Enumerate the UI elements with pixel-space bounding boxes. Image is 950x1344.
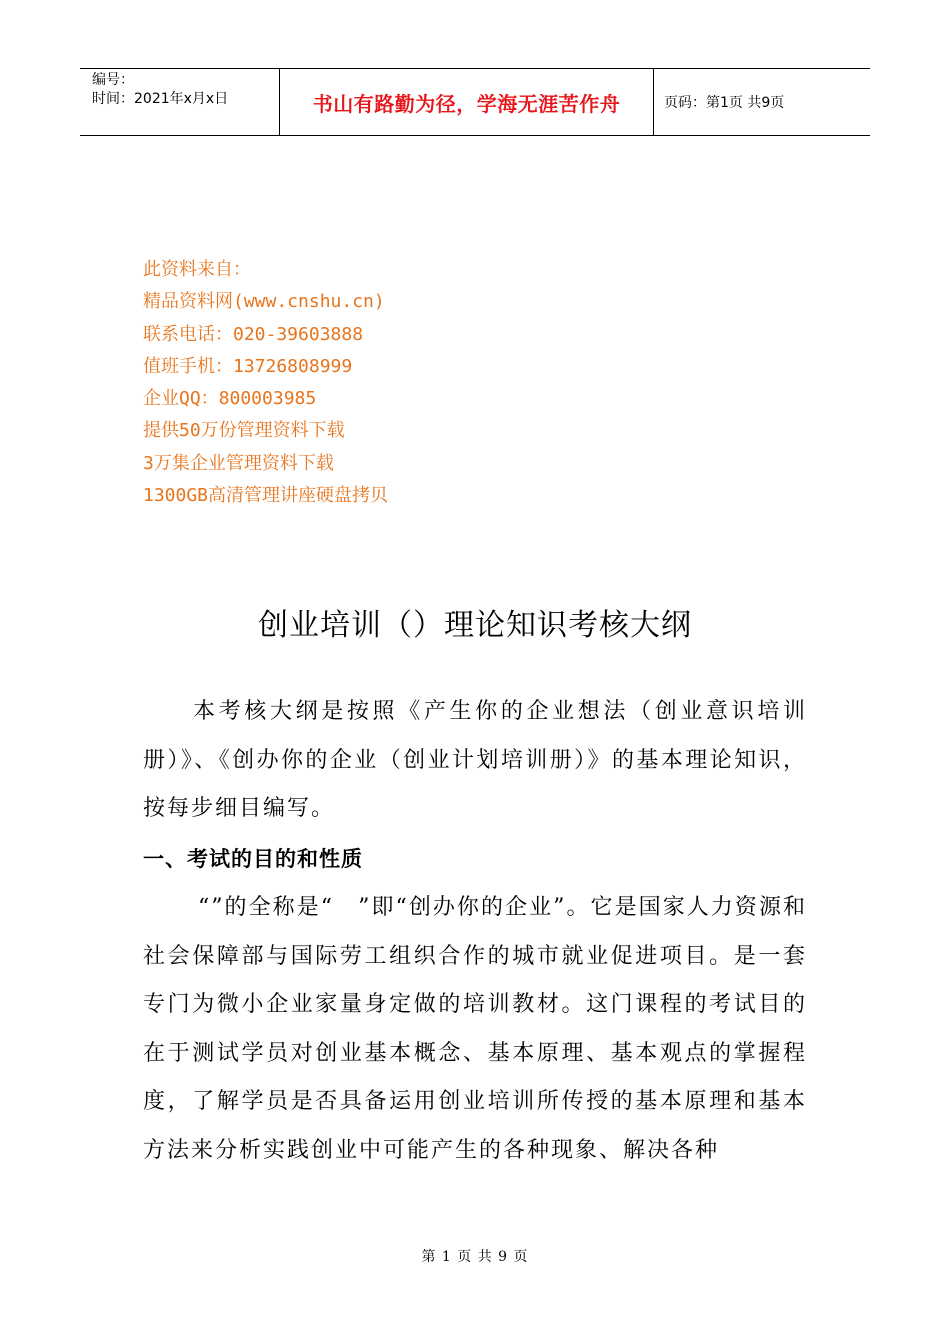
document-title: 创业培训（）理论知识考核大纲 <box>258 608 692 643</box>
page-info: 页码：第1页 共9页 <box>664 95 785 111</box>
source-line: 企业QQ：800003985 <box>143 388 317 410</box>
intro-paragraph: 本考核大纲是按照《产生你的企业想法（创业意识培训册）》、《创办你的企业（创业计划培训册）》的基本理论知识，按每步细目编写。 <box>143 699 807 821</box>
source-info-block <box>143 254 388 512</box>
page-footer: 第 1 页 共 9 页 <box>421 1249 529 1265</box>
header-table <box>80 68 870 136</box>
header-page-cell <box>654 69 870 135</box>
source-line: 3万集企业管理资料下载 <box>143 452 334 474</box>
header-motto-cell <box>280 69 654 135</box>
section-paragraph: “”的全称是“ ”即“创办你的企业”。它是国家人力资源和社会保障部与国际劳工组织合作的城市就业促进项目。是一套专门为微小企业家量身定做的培训教材。这门课程的考试目的在于测试学员对创业基本概念、基本原理、基本观点的掌握程度，了解学员是否具备运用创业培训所传授的基本原理和基本方法来分析实践创业中可能产生的各种现象、解决各种 <box>143 895 807 1163</box>
source-line: 1300GB高清管理讲座硬盘拷贝 <box>143 485 389 507</box>
header-left-cell <box>80 69 280 135</box>
source-line: 精品资料网(www.cnshu.cn) <box>143 291 385 313</box>
source-line: 此资料来自： <box>143 259 251 280</box>
number-label: 编号： <box>92 72 134 88</box>
source-line: 值班手机：13726808999 <box>143 355 353 377</box>
source-line: 联系电话：020-39603888 <box>143 323 364 345</box>
section-heading: 一、考试的目的和性质 <box>143 847 363 871</box>
motto-text: 书山有路勤为径，学海无涯苦作舟 <box>312 91 621 116</box>
time-label: 时间：2021年x月x日 <box>92 91 229 107</box>
source-line: 提供50万份管理资料下载 <box>143 420 345 442</box>
